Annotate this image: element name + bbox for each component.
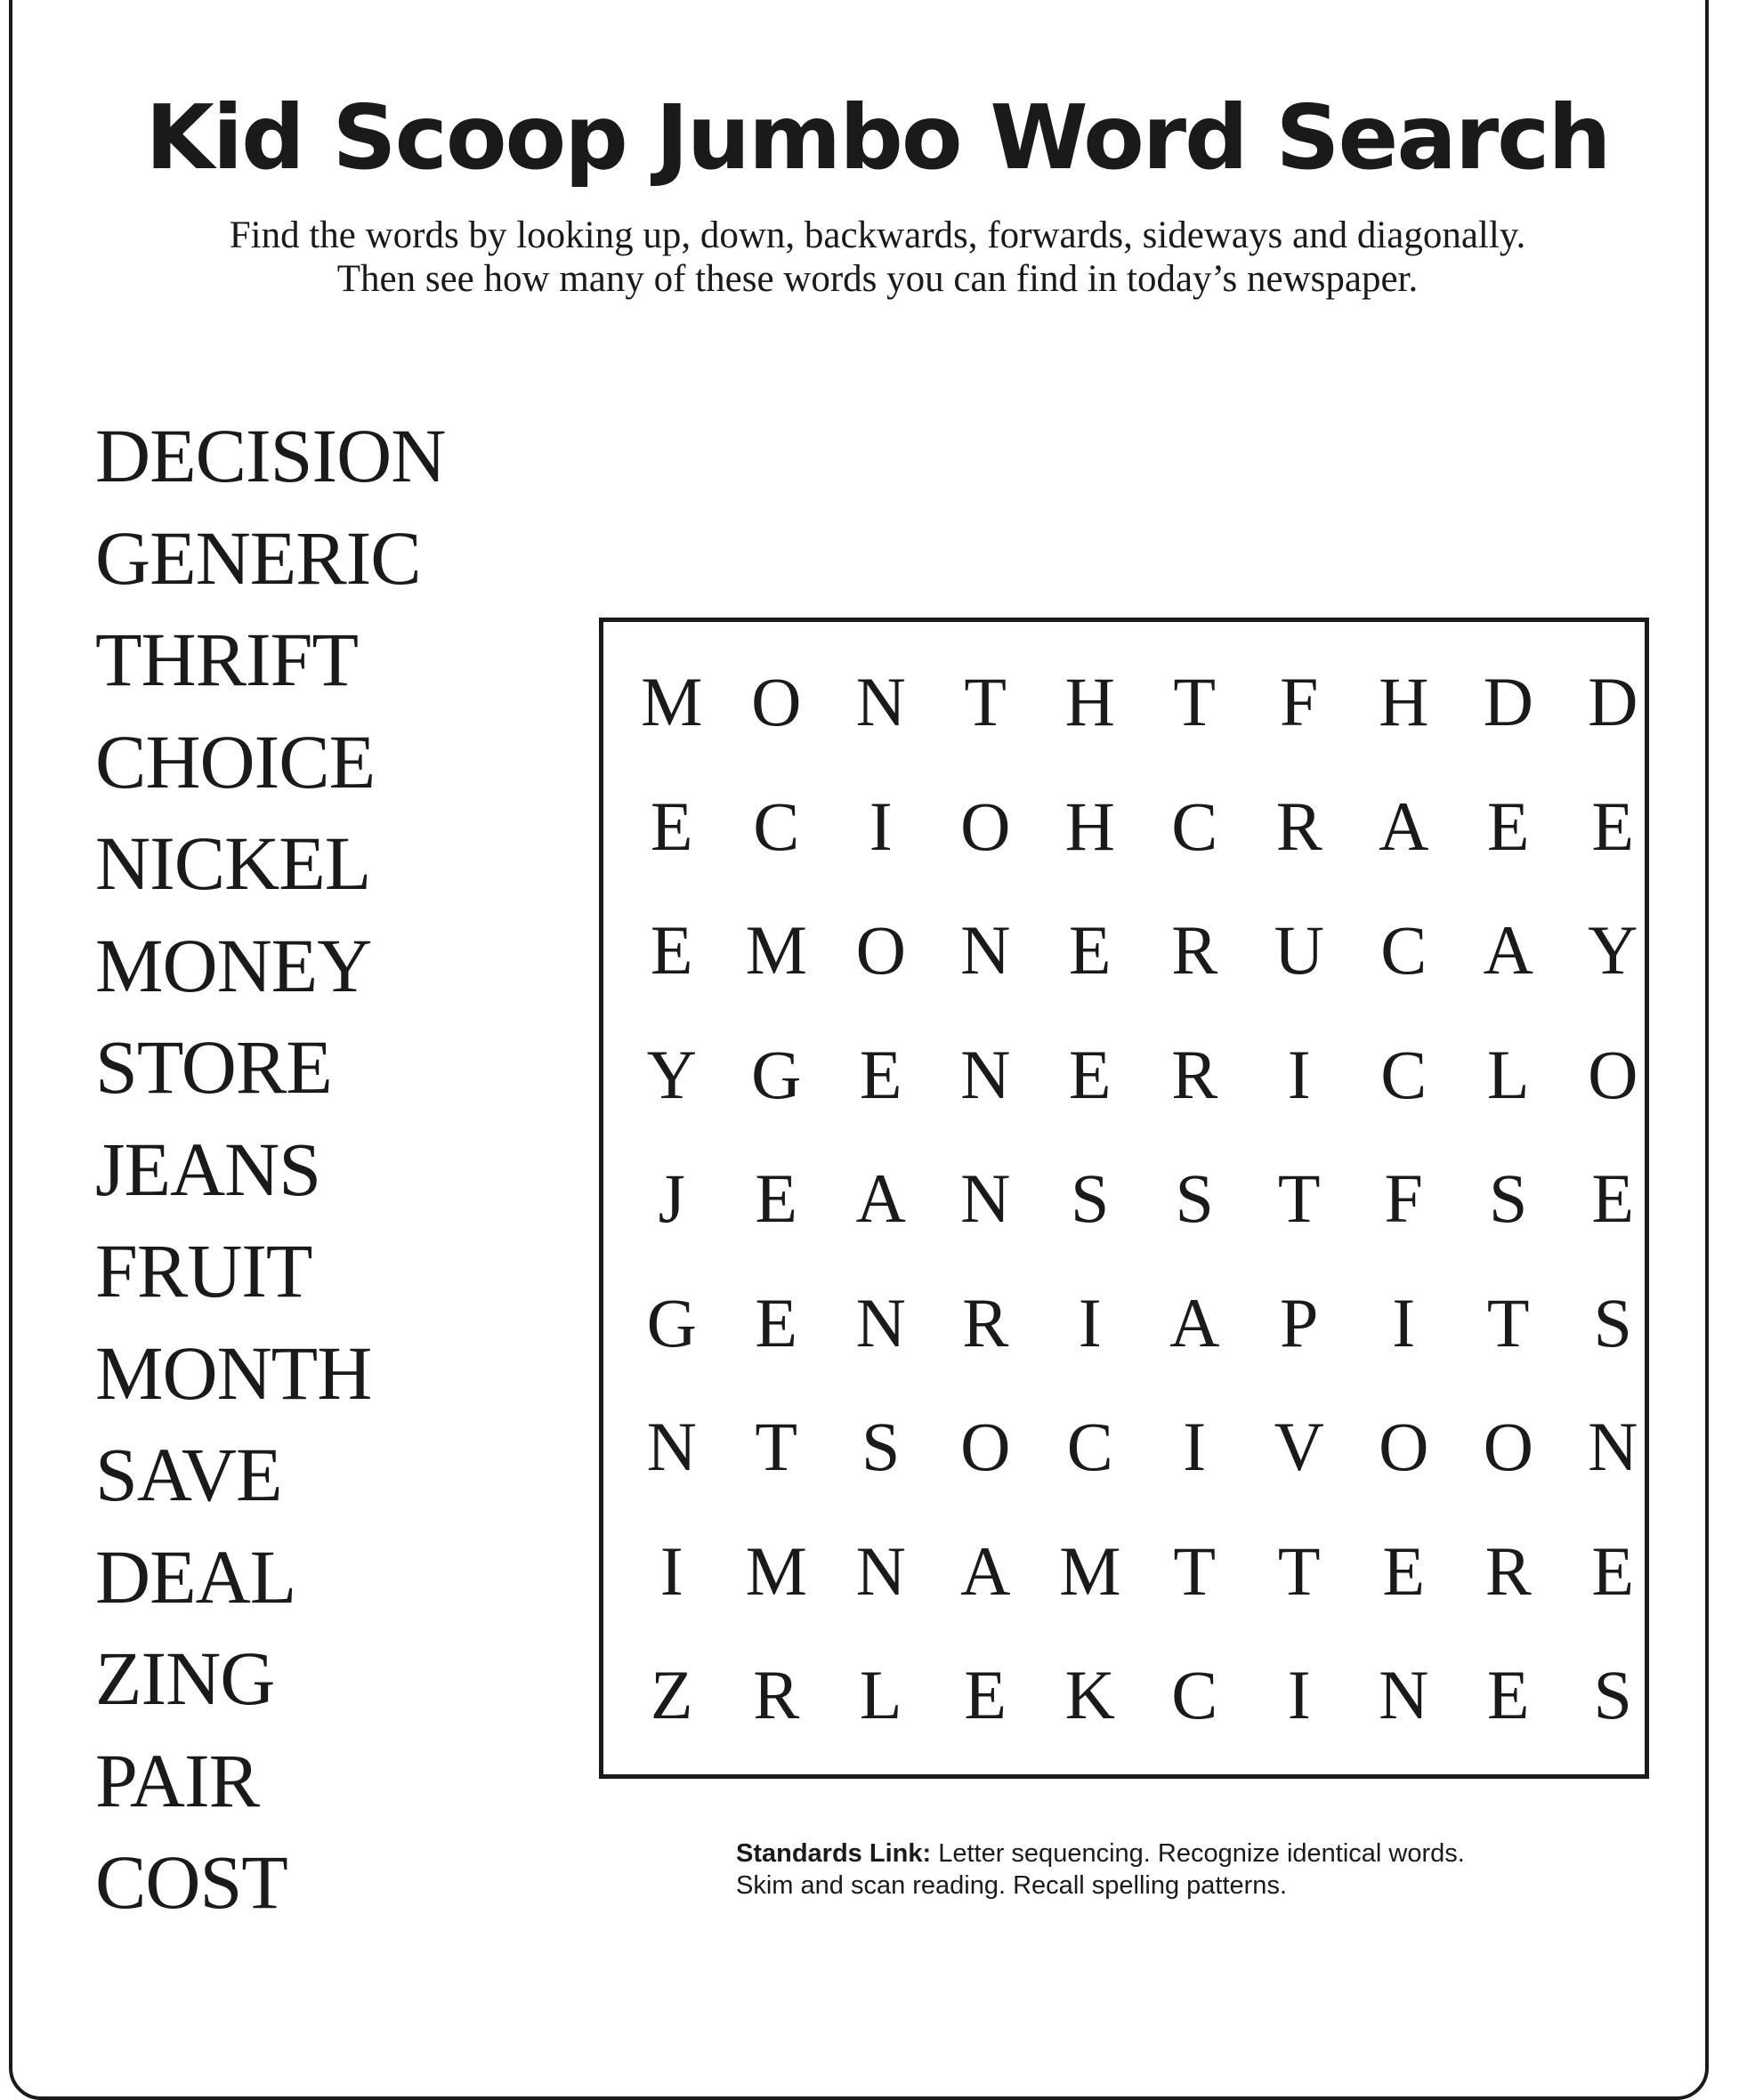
grid-letter[interactable]: T <box>1173 663 1217 740</box>
grid-letter[interactable]: N <box>855 1283 906 1361</box>
grid-letter[interactable]: L <box>859 1656 902 1733</box>
grid-letter[interactable]: R <box>1171 911 1218 989</box>
grid-letter[interactable]: S <box>861 1408 901 1485</box>
grid-letter[interactable]: Y <box>646 1035 697 1113</box>
grid-letter[interactable]: S <box>1593 1656 1632 1733</box>
grid-letter[interactable]: I <box>1183 1408 1207 1485</box>
grid-letter[interactable]: O <box>960 1408 1011 1485</box>
word-list <box>95 405 445 1934</box>
grid-letter[interactable]: G <box>646 1283 697 1361</box>
grid-letter[interactable]: E <box>964 1656 1007 1733</box>
word-list-item: MONEY <box>95 922 372 1008</box>
grid-letter[interactable]: O <box>1379 1408 1429 1485</box>
grid-letter[interactable]: N <box>1379 1656 1429 1733</box>
word-list-item: JEANS <box>95 1126 321 1212</box>
grid-letter[interactable]: E <box>1591 1159 1635 1237</box>
grid-letter[interactable]: N <box>855 663 906 740</box>
grid-letter[interactable]: N <box>960 911 1011 989</box>
standards-link-line-1: Letter sequencing. Recognize identical words. <box>938 1839 1465 1868</box>
grid-letter[interactable]: R <box>753 1656 800 1733</box>
grid-letter[interactable]: U <box>1274 911 1324 989</box>
grid-letter[interactable]: D <box>1483 663 1533 740</box>
grid-letter[interactable]: T <box>1277 1531 1321 1610</box>
grid-letter[interactable]: Y <box>1588 911 1638 989</box>
grid-letter[interactable]: A <box>855 1159 906 1237</box>
instructions <box>0 214 1755 301</box>
grid-letter[interactable]: R <box>1171 1035 1218 1113</box>
grid-letter[interactable]: C <box>1171 787 1218 865</box>
grid-letter[interactable]: S <box>1489 1159 1528 1237</box>
grid-letter[interactable]: N <box>960 1035 1011 1113</box>
grid-letter[interactable]: M <box>745 911 807 989</box>
word-list-item: CHOICE <box>95 718 376 804</box>
word-list-item: PAIR <box>95 1737 260 1823</box>
page-title: Kid Scoop Jumbo Word Search <box>145 85 1610 190</box>
word-list-item: FRUIT <box>95 1228 312 1313</box>
grid-letter[interactable]: N <box>855 1531 906 1610</box>
word-list-item: DECISION <box>95 413 446 498</box>
grid-letter[interactable]: T <box>964 663 1007 740</box>
grid-letter[interactable]: T <box>1486 1283 1530 1361</box>
standards-link <box>736 1838 1465 1902</box>
grid-letter[interactable]: C <box>753 787 800 865</box>
standards-link-line-2: Skim and scan reading. Recall spelling patterns. <box>736 1871 1287 1900</box>
grid-letter[interactable]: N <box>646 1408 697 1485</box>
grid-letter[interactable]: H <box>1379 663 1429 740</box>
grid-letter[interactable]: C <box>1380 911 1427 989</box>
grid-letter[interactable]: J <box>658 1159 685 1237</box>
grid-letter[interactable]: H <box>1064 787 1115 865</box>
grid-letter[interactable]: O <box>960 787 1011 865</box>
grid-letter[interactable]: S <box>1175 1159 1214 1237</box>
grid-letter[interactable]: A <box>960 1531 1011 1610</box>
grid-letter[interactable]: O <box>1588 1035 1638 1113</box>
grid-letter[interactable]: A <box>1483 911 1533 989</box>
grid-letter[interactable]: S <box>1593 1283 1632 1361</box>
grid-letter[interactable]: M <box>641 663 703 740</box>
word-search-grid <box>619 658 1665 1775</box>
grid-letter[interactable]: R <box>1275 787 1322 865</box>
grid-letter[interactable]: M <box>1059 1531 1121 1610</box>
instructions-line-1: Find the words by looking up, down, backwards, forwards, sideways and diagonally. <box>229 214 1526 256</box>
grid-letter[interactable]: O <box>751 663 802 740</box>
word-list-item: MONTH <box>95 1329 372 1416</box>
grid-letter[interactable]: N <box>1588 1408 1638 1485</box>
grid-letter[interactable]: V <box>1274 1408 1324 1485</box>
word-list-item: COST <box>95 1839 287 1925</box>
grid-letter[interactable]: A <box>1169 1283 1220 1361</box>
grid-letter[interactable]: I <box>1287 1035 1311 1113</box>
grid-letter[interactable]: Z <box>650 1656 693 1733</box>
word-list-item: GENERIC <box>95 514 421 601</box>
grid-letter[interactable]: E <box>1591 787 1635 865</box>
grid-letter[interactable]: E <box>1068 911 1112 989</box>
grid-letter[interactable]: G <box>751 1035 802 1113</box>
word-list-item: NICKEL <box>95 820 371 906</box>
grid-letter[interactable]: R <box>962 1283 1009 1361</box>
grid-letter[interactable]: A <box>1379 787 1429 865</box>
grid-letter[interactable]: L <box>1486 1035 1530 1113</box>
grid-letter[interactable]: D <box>1588 663 1638 740</box>
grid-letter[interactable]: M <box>745 1531 807 1610</box>
grid-letter[interactable]: E <box>1068 1035 1112 1113</box>
grid-letter[interactable]: I <box>869 787 893 865</box>
word-list-item: SAVE <box>95 1432 282 1517</box>
word-list-item: DEAL <box>95 1533 296 1619</box>
grid-letter[interactable]: K <box>1064 1656 1115 1733</box>
grid-letter[interactable]: C <box>1066 1408 1113 1485</box>
grid-letter[interactable]: E <box>650 911 693 989</box>
grid-letter[interactable]: F <box>1384 1159 1423 1237</box>
grid-letter[interactable]: E <box>1591 1531 1635 1610</box>
word-search-grid-box <box>599 618 1649 1779</box>
grid-letter[interactable]: T <box>1277 1159 1321 1237</box>
grid-letter[interactable]: S <box>1071 1159 1110 1237</box>
grid-letter[interactable]: E <box>650 787 693 865</box>
grid-letter[interactable]: E <box>755 1159 798 1237</box>
grid-letter[interactable]: I <box>1287 1656 1311 1733</box>
grid-letter[interactable]: T <box>755 1408 798 1485</box>
grid-letter[interactable]: I <box>1392 1283 1416 1361</box>
grid-letter[interactable]: O <box>1483 1408 1533 1485</box>
grid-letter[interactable]: E <box>755 1283 798 1361</box>
grid-letter[interactable]: P <box>1280 1283 1319 1361</box>
grid-letter[interactable]: O <box>855 911 906 989</box>
standards-link-label: Standards Link: <box>736 1839 932 1868</box>
grid-letter[interactable]: E <box>859 1035 902 1113</box>
word-list-item: STORE <box>95 1024 332 1110</box>
grid-letter[interactable]: E <box>1382 1531 1426 1610</box>
word-list-item: THRIFT <box>95 617 358 702</box>
grid-letter[interactable]: N <box>960 1159 1011 1237</box>
grid-letter[interactable]: T <box>1173 1531 1217 1610</box>
grid-letter[interactable]: C <box>1380 1035 1427 1113</box>
grid-letter[interactable]: H <box>1064 663 1115 740</box>
grid-letter[interactable]: E <box>1486 1656 1530 1733</box>
grid-letter[interactable]: R <box>1484 1531 1532 1610</box>
grid-letter[interactable]: C <box>1171 1656 1218 1733</box>
word-list-item: ZING <box>95 1636 275 1721</box>
grid-letter[interactable]: I <box>659 1531 683 1610</box>
grid-letter[interactable]: E <box>1486 787 1530 865</box>
grid-letter[interactable]: I <box>1078 1283 1102 1361</box>
grid-letter[interactable]: F <box>1280 663 1319 740</box>
instructions-line-2: Then see how many of these words you can find in today’s newspaper. <box>336 258 1419 300</box>
